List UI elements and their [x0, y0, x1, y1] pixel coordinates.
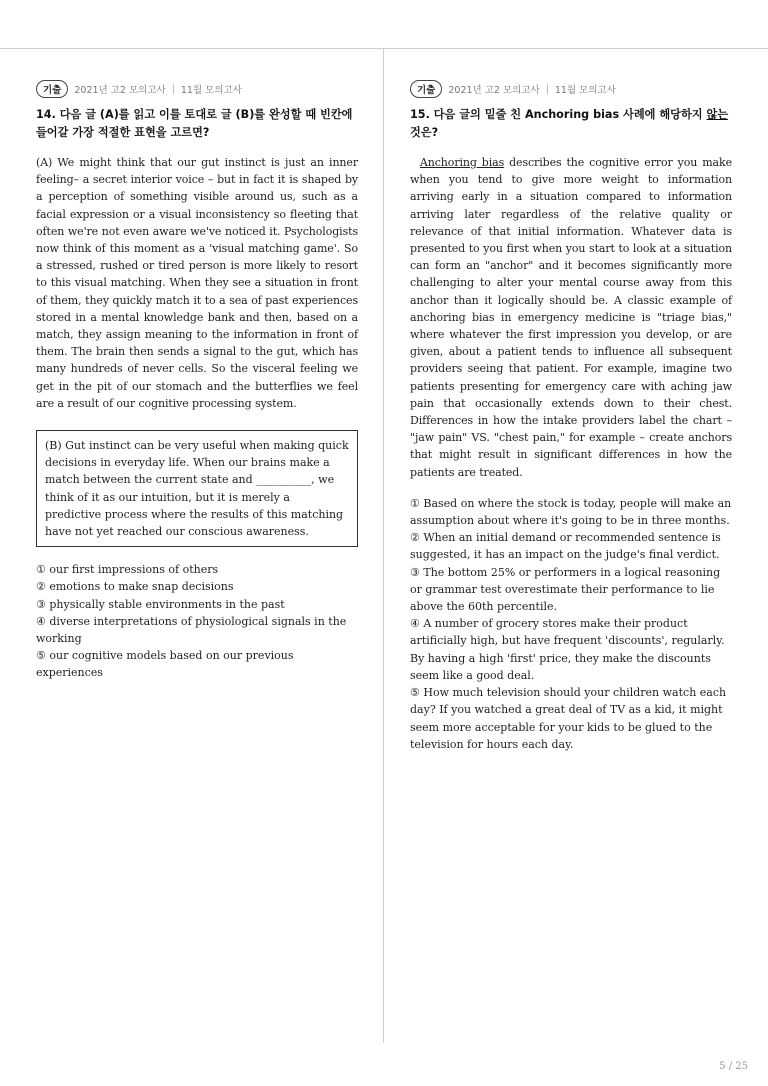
- header-rule: [0, 48, 768, 49]
- exam-year: 2021년 고2 모의고사: [448, 85, 540, 96]
- question-meta: [36, 80, 358, 98]
- choice-3[interactable]: ③ physically stable environments in the past: [36, 597, 285, 611]
- question-15: [410, 80, 732, 753]
- choice-5[interactable]: ⑤ our cognitive models based on our previous experiences: [36, 649, 294, 680]
- passage-body: describes the cognitive error you make when you tend to give more weight to information arriving early in a situation compared to information arriving later regardless of the relative quality or relevance of that initial information. Whatever data is presented to you first when you start to look at a situation can form an "anchor" and it becomes significantly more challenging to alter your mental course away from this anchor than it logically should be. A classic example of anchoring bias in emergency medicine is "triage bias," where whatever the first impression you develop, or are given, about a patient tends to influence all subsequent providers seeing that patient. For example, imagine two patients presenting for emergency care with aching jaw pain that occasionally extends down to their chest. Differences in how the intake providers label the chart – "jaw pain" VS. "chest pain," for example – create anchors that might result in significant differences in how the patients are treated.: [410, 156, 732, 479]
- passage-b-box: (B) Gut instinct can be very useful when making quick decisions in everyday life. When our brains make a match between the current state and __________, we think of it as our intuition, but it is merely a predictive process where the results of this matching have not yet reached our conscious awareness.: [36, 430, 358, 547]
- column-divider: [383, 48, 384, 1043]
- title-underlined-word: 않는: [706, 108, 729, 121]
- exam-month: 11월 모의고사: [554, 85, 616, 96]
- passage-a: (A) We might think that our gut instinct is just an inner feeling– a secret interior voice – but in fact it is shaped by a perception of something visible around us, such as a facial expression or a visual inconsistency so fleeting that often we're not even aware we've noticed it. Psychologists now think of this moment as a 'visual matching game'. So a stressed, rushed or tired person is more likely to resort to this visual matching. When they see a situation in front of them, they quickly match it to a sea of past experiences stored in a mental knowledge bank and then, based on a match, they assign meaning to the information in front of them. The brain then sends a signal to the gut, which has many hundreds of never cells. So the visceral feeling we get in the pit of our stomach and the butterflies we feel are a result of our cognitive processing system.: [36, 156, 358, 410]
- page-number: 5 / 25: [719, 1061, 748, 1072]
- choice-5[interactable]: ⑤ How much television should your children watch each day? If you watched a great deal of TV as a kid, it might seem more acceptable for your kids to be glued to the television for hours each day.: [410, 686, 727, 751]
- title-text: 15. 다음 글의 밑줄 친 Anchoring bias 사례에 해당하지: [410, 108, 707, 121]
- underlined-term: Anchoring bias: [419, 156, 505, 169]
- title-text-end: 것은?: [410, 126, 439, 139]
- exam-month: 11월 모의고사: [180, 85, 242, 96]
- question-14: [36, 80, 358, 682]
- question-meta: [410, 80, 732, 98]
- past-exam-badge: 기출: [36, 80, 68, 98]
- past-exam-badge: 기출: [410, 80, 442, 98]
- question-title: [410, 106, 732, 142]
- choice-3[interactable]: ③ The bottom 25% or performers in a logical reasoning or grammar test overestimate their performance to lie above the 60th percentile.: [410, 565, 721, 614]
- choice-4[interactable]: ④ diverse interpretations of physiological signals in the working: [36, 614, 347, 646]
- choice-1[interactable]: ① Based on where the stock is today, people will make an assumption about where it's going to be in three months.: [410, 496, 732, 528]
- meta-separator: |: [171, 83, 175, 95]
- choice-1[interactable]: ① our first impressions of others: [36, 563, 219, 577]
- answer-choices: [410, 495, 732, 753]
- choice-4[interactable]: ④ A number of grocery stores make their product artificially high, but have frequent 'discounts', regularly. By having a high 'first' price, they make the discounts seem like a good deal.: [410, 617, 725, 682]
- exam-year: 2021년 고2 모의고사: [74, 85, 166, 96]
- choice-2[interactable]: ② When an initial demand or recommended sentence is suggested, it has an impact on the judge's final verdict.: [410, 531, 721, 562]
- passage: [410, 154, 732, 481]
- choice-2[interactable]: ② emotions to make snap decisions: [36, 580, 234, 594]
- answer-choices: [36, 561, 358, 681]
- question-title: 14. 다음 글 (A)를 읽고 이를 토대로 글 (B)를 완성할 때 빈칸에 들어갈 가장 적절한 표현을 고르면?: [36, 108, 353, 139]
- meta-separator: |: [545, 83, 549, 95]
